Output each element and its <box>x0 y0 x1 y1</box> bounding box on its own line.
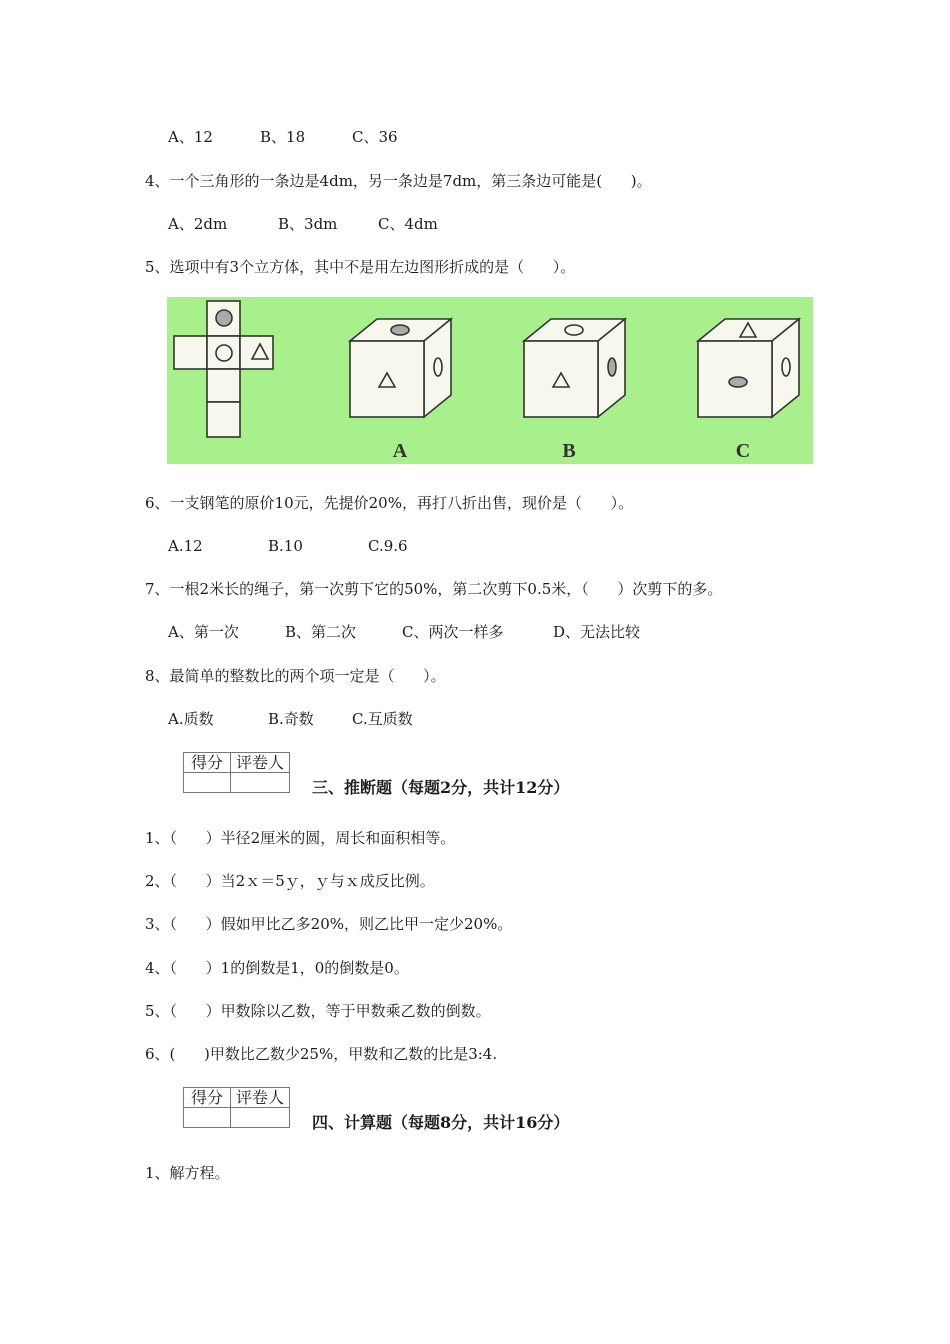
s3-item-3: 3、（ ）假如甲比乙多20%，则乙比甲一定少20%。 <box>145 915 513 933</box>
cube-b <box>524 319 625 417</box>
q7-option-a: A、第一次 <box>168 623 239 641</box>
q3-option-a: A、12 <box>168 128 213 146</box>
score-box-section3 <box>183 752 290 793</box>
q3-option-c: C、36 <box>352 128 398 146</box>
q8-option-b: B.奇数 <box>268 710 314 728</box>
q4-question: 4、一个三角形的一条边是4dm，另一条边是7dm，第三条边可能是( )。 <box>145 172 652 190</box>
q8-option-c: C.互质数 <box>352 710 413 728</box>
cube-a <box>350 319 451 417</box>
score-header: 得分 <box>184 753 231 773</box>
q5-question: 5、选项中有3个立方体，其中不是用左边图形折成的是（ ）。 <box>145 258 576 276</box>
section3-title: 三、推断题（每题2分，共计12分） <box>312 778 570 797</box>
cube-c <box>698 319 799 417</box>
score-header: 得分 <box>184 1088 231 1108</box>
grader-cell[interactable] <box>231 1108 290 1128</box>
q6-option-c: C.9.6 <box>368 537 408 555</box>
s3-item-5: 5、（ ）甲数除以乙数，等于甲数乘乙数的倒数。 <box>145 1002 491 1020</box>
q7-option-c: C、两次一样多 <box>402 623 504 641</box>
q7-question: 7、一根2米长的绳子，第一次剪下它的50%，第二次剪下0.5米，（ ）次剪下的多。 <box>145 580 723 598</box>
q3-option-b: B、18 <box>260 128 306 146</box>
q6-option-b: B.10 <box>268 537 303 555</box>
cube-net-figure <box>167 297 813 464</box>
s3-item-2: 2、（ ）当2ｘ＝5ｙ，ｙ与ｘ成反比例。 <box>145 872 435 890</box>
score-cell[interactable] <box>184 1108 231 1128</box>
q4-option-b: B、3dm <box>278 215 338 233</box>
s4-item-1: 1、解方程。 <box>145 1164 230 1182</box>
q6-option-a: A.12 <box>168 537 203 555</box>
score-box-section4 <box>183 1087 290 1128</box>
grader-cell[interactable] <box>231 773 290 793</box>
q7-option-d: D、无法比较 <box>553 623 641 641</box>
s3-item-1: 1、（ ）半径2厘米的圆，周长和面积相等。 <box>145 829 456 847</box>
grader-header: 评卷人 <box>231 753 290 773</box>
q6-question: 6、一支钢笔的原价10元，先提价20%，再打八折出售，现价是（ ）。 <box>145 494 634 512</box>
q8-question: 8、最简单的整数比的两个项一定是（ ）。 <box>145 667 446 685</box>
grader-header: 评卷人 <box>231 1088 290 1108</box>
q8-option-a: A.质数 <box>168 710 214 728</box>
q4-option-a: A、2dm <box>168 215 228 233</box>
q4-option-c: C、4dm <box>378 215 438 233</box>
score-cell[interactable] <box>184 773 231 793</box>
q7-option-b: B、第二次 <box>285 623 357 641</box>
cube-label-c: C <box>735 440 751 462</box>
s3-item-6: 6、( )甲数比乙数少25%，甲数和乙数的比是3:4. <box>145 1045 498 1063</box>
s3-item-4: 4、（ ）1的倒数是1，0的倒数是0。 <box>145 959 409 977</box>
cube-label-b: B <box>562 440 576 462</box>
cube-label-a: A <box>392 440 408 462</box>
section4-title: 四、计算题（每题8分，共计16分） <box>312 1113 570 1132</box>
